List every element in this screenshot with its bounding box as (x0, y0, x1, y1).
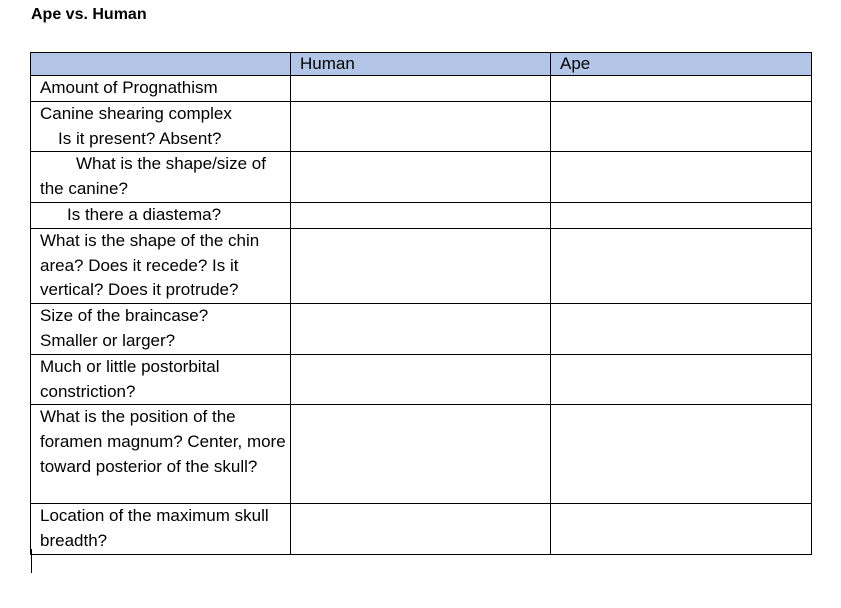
ape-answer-cell[interactable] (551, 152, 812, 203)
table-row (31, 152, 812, 203)
question-cell[interactable] (31, 354, 291, 405)
comparison-table (30, 52, 812, 555)
ape-answer-cell[interactable] (551, 304, 812, 355)
human-answer-cell[interactable] (291, 304, 551, 355)
ape-answer-cell[interactable] (551, 405, 812, 504)
human-answer-cell[interactable] (291, 76, 551, 102)
question-cell[interactable] (31, 504, 291, 555)
header-cell-question[interactable] (31, 53, 291, 76)
table-row (31, 101, 812, 152)
ape-answer-cell[interactable] (551, 101, 812, 152)
human-answer-cell[interactable] (291, 152, 551, 203)
question-text: Is there a diastema? (67, 204, 222, 224)
question-text: What is the position of the foramen magnum? Center, more toward posterior of the skull? (40, 407, 286, 476)
table-row (31, 76, 812, 102)
question-cell[interactable] (31, 152, 291, 203)
question-cell[interactable] (31, 304, 291, 355)
human-answer-cell[interactable] (291, 405, 551, 504)
text-cursor (31, 549, 32, 573)
question-text: Location of the maximum skull breadth? (40, 506, 269, 551)
ape-answer-cell[interactable] (551, 504, 812, 555)
question-text: What is the shape/size of the canine? (40, 154, 266, 199)
question-text: Amount of Prognathism (40, 78, 218, 97)
table-header-row (31, 53, 812, 76)
table-row (31, 405, 812, 504)
human-answer-cell[interactable] (291, 354, 551, 405)
question-subtext: Smaller or larger? (40, 330, 176, 350)
human-answer-cell[interactable] (291, 202, 551, 228)
table-row (31, 304, 812, 355)
ape-answer-cell[interactable] (551, 202, 812, 228)
question-cell[interactable] (31, 228, 291, 303)
human-answer-cell[interactable] (291, 228, 551, 303)
question-cell[interactable] (31, 76, 291, 102)
question-text: Much or little postorbital constriction? (40, 356, 220, 401)
table-row (31, 504, 812, 555)
human-answer-cell[interactable] (291, 504, 551, 555)
header-cell-human[interactable]: Human (291, 53, 551, 76)
table-row (31, 228, 812, 303)
ape-answer-cell[interactable] (551, 354, 812, 405)
table-row (31, 354, 812, 405)
question-cell[interactable] (31, 405, 291, 504)
header-cell-ape[interactable]: Ape (551, 53, 812, 76)
table-row (31, 202, 812, 228)
question-text: Canine shearing complex (40, 103, 232, 123)
question-text: What is the shape of the chin area? Does it recede? Is it vertical? Does it protrude? (40, 230, 260, 300)
question-subtext: Is it present? Absent? (58, 128, 222, 148)
question-cell[interactable] (31, 101, 291, 152)
human-answer-cell[interactable] (291, 101, 551, 152)
ape-answer-cell[interactable] (551, 76, 812, 102)
question-cell[interactable] (31, 202, 291, 228)
ape-answer-cell[interactable] (551, 228, 812, 303)
document-title: Ape vs. Human (31, 6, 147, 23)
question-text: Size of the braincase? (40, 306, 209, 326)
